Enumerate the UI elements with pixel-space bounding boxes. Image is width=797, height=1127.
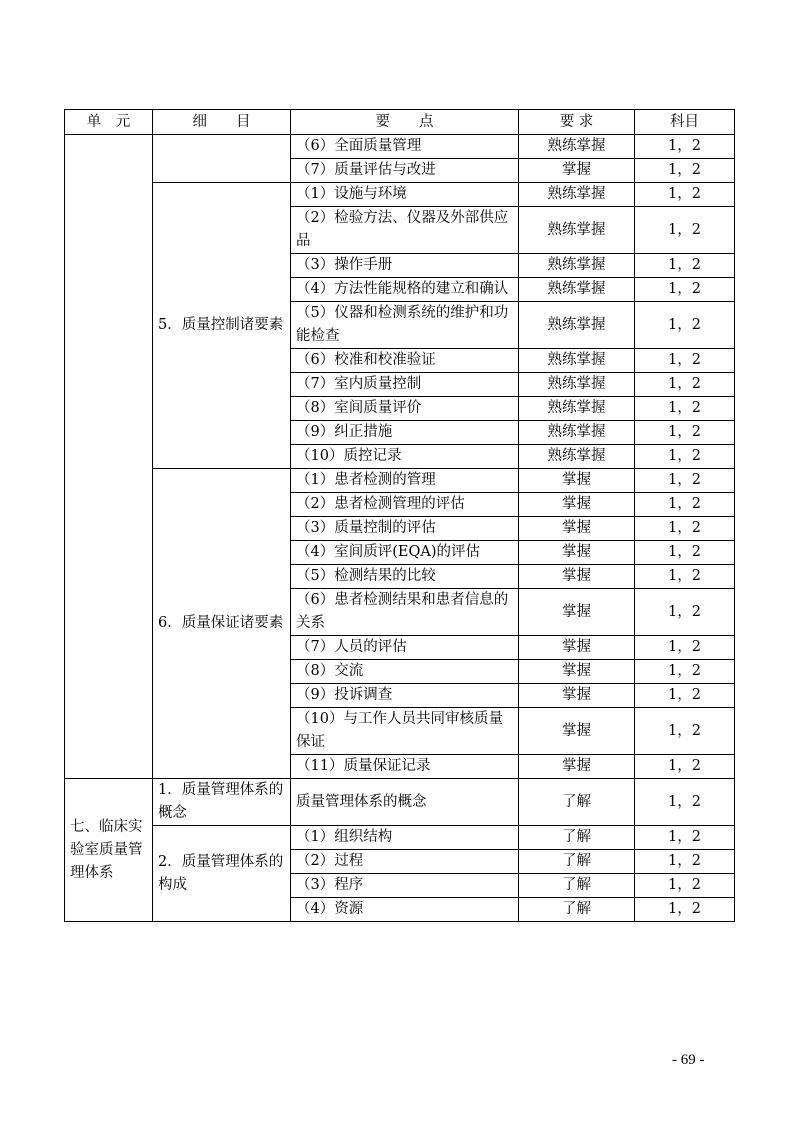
requirement-cell: 了解 <box>519 874 635 898</box>
table-row <box>65 779 735 826</box>
point-cell: （6）患者检测结果和患者信息的关系 <box>291 589 519 636</box>
subject-cell: 1，2 <box>635 898 735 922</box>
requirement-cell: 熟练掌握 <box>519 349 635 373</box>
table-row <box>65 135 735 159</box>
requirement-cell: 熟练掌握 <box>519 207 635 254</box>
subject-cell: 1，2 <box>635 517 735 541</box>
point-cell: （7）人员的评估 <box>291 636 519 660</box>
subject-cell: 1，2 <box>635 278 735 302</box>
requirement-cell: 了解 <box>519 898 635 922</box>
requirement-cell: 掌握 <box>519 517 635 541</box>
point-cell: （8）交流 <box>291 660 519 684</box>
requirement-cell: 掌握 <box>519 541 635 565</box>
point-cell: （3）质量控制的评估 <box>291 517 519 541</box>
syllabus-table <box>64 109 735 922</box>
point-cell: （4）资源 <box>291 898 519 922</box>
requirement-cell: 熟练掌握 <box>519 302 635 349</box>
point-cell: （9）纠正措施 <box>291 421 519 445</box>
subject-cell: 1，2 <box>635 254 735 278</box>
subject-cell: 1，2 <box>635 421 735 445</box>
point-cell: （2）检验方法、仪器及外部供应品 <box>291 207 519 254</box>
subject-cell: 1，2 <box>635 207 735 254</box>
point-cell: （3）操作手册 <box>291 254 519 278</box>
requirement-cell: 掌握 <box>519 708 635 755</box>
requirement-cell: 熟练掌握 <box>519 278 635 302</box>
requirement-cell: 了解 <box>519 850 635 874</box>
requirement-cell: 熟练掌握 <box>519 254 635 278</box>
unit-cell: 七、临床实验室质量管理体系 <box>65 779 153 922</box>
subject-cell: 1，2 <box>635 135 735 159</box>
point-cell: （1）设施与环境 <box>291 183 519 207</box>
subject-cell: 1，2 <box>635 779 735 826</box>
subject-cell: 1，2 <box>635 541 735 565</box>
table-row <box>65 826 735 850</box>
point-cell: （11）质量保证记录 <box>291 755 519 779</box>
point-cell: （6）全面质量管理 <box>291 135 519 159</box>
detail-cell: 5．质量控制诸要素 <box>153 183 291 469</box>
subject-cell: 1，2 <box>635 349 735 373</box>
subject-cell: 1，2 <box>635 589 735 636</box>
requirement-cell: 了解 <box>519 779 635 826</box>
point-cell: （2）患者检测管理的评估 <box>291 493 519 517</box>
header-detail: 细 目 <box>153 110 291 135</box>
subject-cell: 1，2 <box>635 493 735 517</box>
requirement-cell: 熟练掌握 <box>519 445 635 469</box>
point-cell: （5）仪器和检测系统的维护和功能检查 <box>291 302 519 349</box>
requirement-cell: 掌握 <box>519 493 635 517</box>
subject-cell: 1，2 <box>635 183 735 207</box>
subject-cell: 1，2 <box>635 397 735 421</box>
requirement-cell: 熟练掌握 <box>519 135 635 159</box>
subject-cell: 1，2 <box>635 684 735 708</box>
table-row <box>65 469 735 493</box>
header-unit: 单 元 <box>65 110 153 135</box>
subject-cell: 1，2 <box>635 660 735 684</box>
subject-cell: 1，2 <box>635 874 735 898</box>
point-cell: （4）室间质评(EQA)的评估 <box>291 541 519 565</box>
requirement-cell: 熟练掌握 <box>519 183 635 207</box>
subject-cell: 1，2 <box>635 373 735 397</box>
detail-cell: 2．质量管理体系的构成 <box>153 826 291 922</box>
table-row <box>65 183 735 207</box>
header-points: 要 点 <box>291 110 519 135</box>
page-number: - 69 - <box>672 1052 705 1068</box>
requirement-cell: 掌握 <box>519 589 635 636</box>
point-cell: （4）方法性能规格的建立和确认 <box>291 278 519 302</box>
requirement-cell: 掌握 <box>519 755 635 779</box>
point-cell: （8）室间质量评价 <box>291 397 519 421</box>
point-cell: （6）校准和校准验证 <box>291 349 519 373</box>
subject-cell: 1，2 <box>635 636 735 660</box>
detail-cell: 1．质量管理体系的概念 <box>153 779 291 826</box>
requirement-cell: 熟练掌握 <box>519 421 635 445</box>
detail-cell: 6．质量保证诸要素 <box>153 469 291 779</box>
requirement-cell: 掌握 <box>519 660 635 684</box>
requirement-cell: 熟练掌握 <box>519 397 635 421</box>
subject-cell: 1，2 <box>635 826 735 850</box>
point-cell: （7）室内质量控制 <box>291 373 519 397</box>
header-subject: 科目 <box>635 110 735 135</box>
requirement-cell: 掌握 <box>519 636 635 660</box>
point-cell: 质量管理体系的概念 <box>291 779 519 826</box>
requirement-cell: 掌握 <box>519 159 635 183</box>
subject-cell: 1，2 <box>635 159 735 183</box>
subject-cell: 1，2 <box>635 565 735 589</box>
subject-cell: 1，2 <box>635 302 735 349</box>
point-cell: （10）质控记录 <box>291 445 519 469</box>
point-cell: （1）组织结构 <box>291 826 519 850</box>
requirement-cell: 了解 <box>519 826 635 850</box>
subject-cell: 1，2 <box>635 469 735 493</box>
point-cell: （3）程序 <box>291 874 519 898</box>
requirement-cell: 掌握 <box>519 469 635 493</box>
requirement-cell: 掌握 <box>519 565 635 589</box>
subject-cell: 1，2 <box>635 755 735 779</box>
subject-cell: 1，2 <box>635 445 735 469</box>
point-cell: （1）患者检测的管理 <box>291 469 519 493</box>
table-header-row <box>65 110 735 135</box>
point-cell: （2）过程 <box>291 850 519 874</box>
subject-cell: 1，2 <box>635 850 735 874</box>
header-requirement: 要 求 <box>519 110 635 135</box>
detail-cell-empty <box>153 135 291 183</box>
point-cell: （5）检测结果的比较 <box>291 565 519 589</box>
point-cell: （9）投诉调查 <box>291 684 519 708</box>
unit-cell-empty <box>65 135 153 779</box>
point-cell: （7）质量评估与改进 <box>291 159 519 183</box>
requirement-cell: 掌握 <box>519 684 635 708</box>
requirement-cell: 熟练掌握 <box>519 373 635 397</box>
point-cell: （10）与工作人员共同审核质量保证 <box>291 708 519 755</box>
subject-cell: 1，2 <box>635 708 735 755</box>
